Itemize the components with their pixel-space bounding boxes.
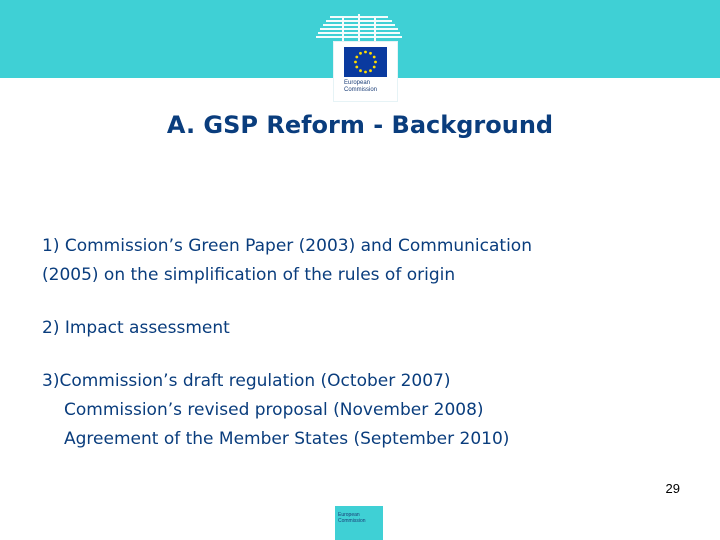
footer-logo-text [338,512,366,524]
list-item-2 [42,314,682,343]
list-item-2-line1: 2) Impact assessment [42,318,230,338]
list-item-1-line2: (2005) on the simplification of the rules of origin [42,265,456,285]
commission-logo [312,14,406,102]
logo-text-line1: European [344,80,371,86]
list-item-1 [42,232,682,290]
list-item-3-line2: Commission’s revised proposal (November 2008) [64,400,484,420]
logo-box [334,42,397,101]
footer-logo-text-line2: Commission [338,518,366,524]
logo-text [344,80,377,94]
list-item-1-line1: 1) Commission’s Green Paper (2003) and Communication [42,236,532,256]
list-item-3 [42,367,682,454]
slide-title: A. GSP Reform - Background [166,111,554,139]
page-number: 29 [665,481,680,496]
footer-logo-text-line1: European [338,512,360,518]
slide-body [42,232,682,454]
eu-stars-icon [344,47,387,77]
list-item-3-line1: 3)Commission’s draft regulation (October 2007) [42,371,451,391]
logo-text-line2: Commission [344,87,378,93]
list-item-3-line3: Agreement of the Member States (September 2010) [64,429,510,449]
eu-flag-icon [344,47,387,77]
footer-commission-logo [335,506,383,540]
